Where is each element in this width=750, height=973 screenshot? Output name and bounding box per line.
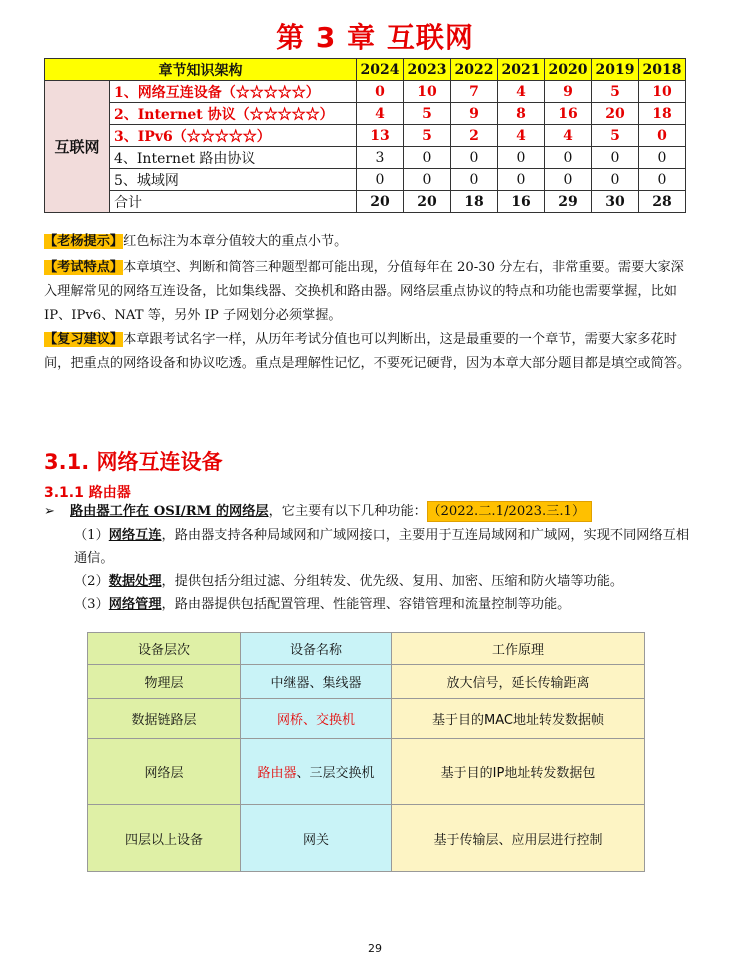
function-text: ，提供包括分组过滤、分组转发、优先级、复用、加密、压缩和防火墙等功能。 [161, 574, 624, 589]
value-cell: 5 [592, 81, 639, 103]
value-cell: 9 [451, 103, 498, 125]
value-cell: 8 [498, 103, 545, 125]
device-cell [241, 699, 392, 739]
layer-cell: 四层以上设备 [88, 805, 241, 872]
stats-row [45, 125, 686, 147]
value-cell: 0 [545, 169, 592, 191]
arrow-bullet-icon: ➢ [44, 504, 56, 519]
device-row [88, 805, 645, 872]
header-cell: 设备层次 [88, 633, 241, 665]
total-value: 30 [592, 191, 639, 213]
device-black: 、三层交换机 [296, 766, 375, 781]
function-num: （2） [74, 574, 109, 589]
value-cell: 20 [592, 103, 639, 125]
value-cell: 0 [451, 169, 498, 191]
exam-reference-badge: （2022.二.1/2023.三.1） [427, 501, 592, 522]
principle-cell: 基于传输层、应用层进行控制 [392, 805, 645, 872]
function-item [74, 593, 694, 616]
value-cell: 0 [404, 169, 451, 191]
device-black: 中继器、集线器 [270, 676, 362, 691]
value-cell: 0 [639, 125, 686, 147]
layer-cell: 网络层 [88, 739, 241, 805]
tip-tag: 【复习建议】 [44, 332, 124, 347]
tip-text: 红色标注为本章分值较大的重点小节。 [123, 234, 348, 249]
value-cell: 0 [498, 169, 545, 191]
header-cell: 设备名称 [241, 633, 392, 665]
function-name: 网络管理 [108, 597, 162, 612]
router-functions-list [74, 524, 694, 616]
stats-header-label: 章节知识架构 [45, 59, 357, 81]
year-header: 2024 [357, 59, 404, 81]
value-cell: 0 [451, 147, 498, 169]
section-heading: 3.1. 网络互连设备 [44, 450, 223, 474]
subsection-heading: 3.1.1 路由器 [44, 485, 131, 501]
year-header: 2021 [498, 59, 545, 81]
function-item [74, 570, 694, 593]
device-layer-table [87, 632, 645, 872]
total-value: 20 [357, 191, 404, 213]
tip-tag: 【老杨提示】 [44, 234, 124, 249]
value-cell: 13 [357, 125, 404, 147]
device-row [88, 739, 645, 805]
function-text: ，路由器提供包括配置管理、性能管理、容错管理和流量控制等功能。 [161, 597, 571, 612]
chapter-title: 第 3 章 互联网 [276, 21, 474, 54]
topic-cell: 2、Internet 协议（☆☆☆☆☆） [110, 103, 357, 125]
value-cell: 5 [592, 125, 639, 147]
total-value: 29 [545, 191, 592, 213]
header-cell: 工作原理 [392, 633, 645, 665]
function-text: ，路由器支持各种局域网和广域网接口，主要用于互连局域网和广域网，实现不同网络互相通信。 [74, 528, 690, 566]
value-cell: 10 [404, 81, 451, 103]
category-cell: 互联网 [45, 81, 110, 213]
tip-teacher-note [44, 230, 692, 254]
layer-cell: 物理层 [88, 665, 241, 699]
topic-cell: 5、城域网 [110, 169, 357, 191]
function-num: （3） [74, 597, 109, 612]
value-cell: 0 [498, 147, 545, 169]
value-cell: 18 [639, 103, 686, 125]
tip-tag: 【考试特点】 [44, 260, 124, 275]
value-cell: 7 [451, 81, 498, 103]
tip-text: 本章填空、判断和简答三种题型都可能出现，分值每年在 20-30 分左右，非常重要。需要大家深入理解常见的网络互连设备，比如集线器、交换机和路由器。网络层重点协议的特点和功能也需要掌握，比如 IP、IPv6、NAT 等，另外 IP 子网划分必须掌握。 [44, 260, 684, 323]
value-cell: 4 [545, 125, 592, 147]
year-header: 2019 [592, 59, 639, 81]
device-red: 网桥、交换机 [276, 713, 355, 728]
total-label: 合计 [110, 191, 357, 213]
device-cell [241, 805, 392, 872]
page-number: 29 [368, 942, 382, 955]
value-cell: 0 [404, 147, 451, 169]
value-cell: 16 [545, 103, 592, 125]
topic-cell: 1、网络互连设备（☆☆☆☆☆） [110, 81, 357, 103]
total-value: 16 [498, 191, 545, 213]
value-cell: 0 [357, 169, 404, 191]
value-cell: 5 [404, 103, 451, 125]
value-cell: 5 [404, 125, 451, 147]
tip-exam-features [44, 256, 692, 328]
function-name: 数据处理 [108, 574, 162, 589]
device-cell [241, 665, 392, 699]
device-row [88, 665, 645, 699]
function-name: 网络互连 [108, 528, 162, 543]
chapter-stats-table [44, 58, 686, 213]
function-item [74, 524, 694, 570]
topic-cell: 3、IPv6（☆☆☆☆☆） [110, 125, 357, 147]
stats-row [45, 147, 686, 169]
total-value: 28 [639, 191, 686, 213]
device-row [88, 699, 645, 739]
value-cell: 3 [357, 147, 404, 169]
year-header: 2022 [451, 59, 498, 81]
stats-row [45, 169, 686, 191]
value-cell: 0 [545, 147, 592, 169]
total-value: 18 [451, 191, 498, 213]
value-cell: 0 [357, 81, 404, 103]
year-header: 2023 [404, 59, 451, 81]
stats-header-row [45, 59, 686, 81]
tip-review-advice [44, 328, 692, 376]
stats-row [45, 81, 686, 103]
value-cell: 0 [592, 169, 639, 191]
value-cell: 0 [639, 169, 686, 191]
device-black: 网关 [302, 832, 329, 848]
value-cell: 0 [639, 147, 686, 169]
device-red: 路由器 [257, 766, 297, 781]
value-cell: 4 [498, 81, 545, 103]
year-header: 2018 [639, 59, 686, 81]
tip-text: 本章跟考试名字一样，从历年考试分值也可以判断出，这是最重要的一个章节，需要大家多花时间，把重点的网络设备和协议吃透。重点是理解性记忆，不要死记硬背，因为本章大部分题目都是填空或简答。 [44, 332, 691, 371]
principle-cell: 放大信号，延长传输距离 [392, 665, 645, 699]
principle-cell: 基于目的IP地址转发数据包 [392, 739, 645, 805]
principle-cell: 基于目的MAC地址转发数据帧 [392, 699, 645, 739]
value-cell: 9 [545, 81, 592, 103]
function-num: （1） [74, 528, 109, 543]
stats-total-row [45, 191, 686, 213]
value-cell: 4 [498, 125, 545, 147]
device-cell [241, 739, 392, 805]
total-value: 20 [404, 191, 451, 213]
stats-row [45, 103, 686, 125]
device-header-row [88, 633, 645, 665]
value-cell: 10 [639, 81, 686, 103]
bullet-text: ，它主要有以下几种功能： [268, 504, 427, 519]
layer-cell: 数据链路层 [88, 699, 241, 739]
year-header: 2020 [545, 59, 592, 81]
value-cell: 2 [451, 125, 498, 147]
topic-cell: 4、Internet 路由协议 [110, 147, 357, 169]
router-layer-bullet [44, 500, 704, 524]
bullet-bold-text: 路由器工作在 OSI/RM 的网络层 [70, 504, 269, 519]
value-cell: 4 [357, 103, 404, 125]
value-cell: 0 [592, 147, 639, 169]
